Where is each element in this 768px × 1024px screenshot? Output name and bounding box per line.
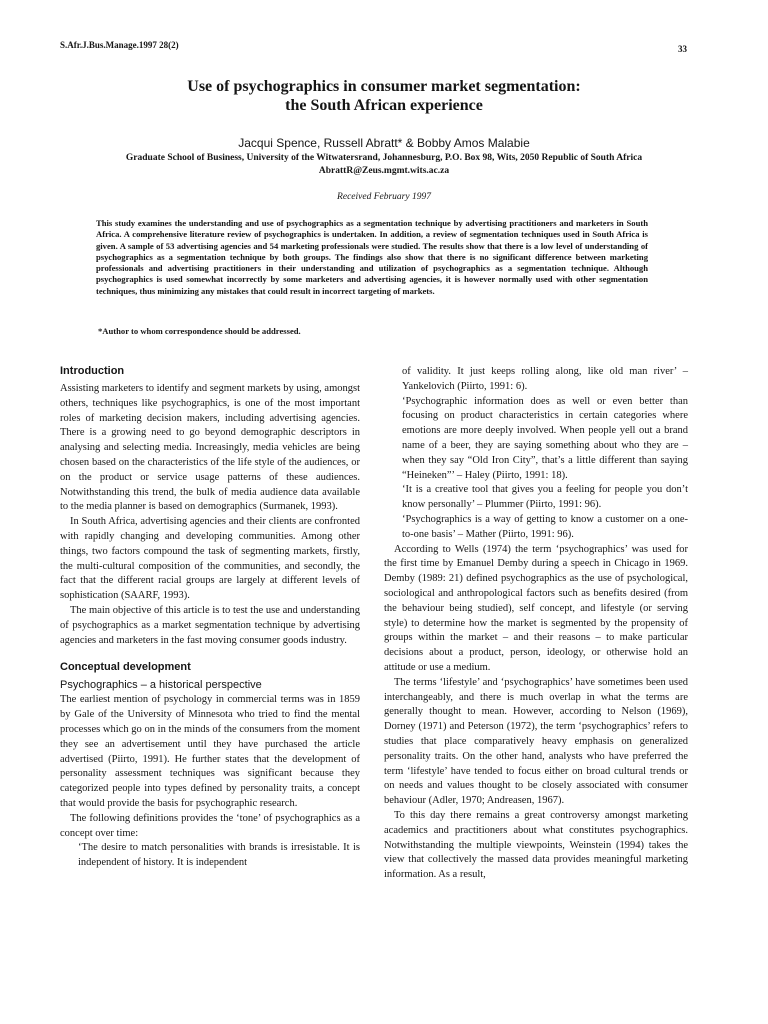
quotation: ‘The desire to match personalities with brands is irresistable. It is independent of history. It is independent (78, 842, 360, 869)
journal-citation: S.Afr.J.Bus.Manage.1997 28(2) (60, 40, 179, 50)
quotation: ‘Psychographic information does as well or even better than focusing on product characteristics in certain categories where emotions are more deeply involved. When people yell out a brand name of a beer, they are saying something about who they are – when they say “Old Iron City”, that’s a little different than saying “Heineken”’ – Haley (Piirto, 1991: 18). (402, 395, 688, 481)
paragraph: Assisting marketers to identify and segment markets by using, amongst others, techniques like psychographics, is one of the most important roles of marketing decision makers, including advertising agencies. There is a growing need to go beyond demographic descriptors in analysing and selecting media. Increasingly, media vehicles are being chosen based on the characteristics of the life style of the audiences, or on the product or service usage patterns of these audiences. Notwithstanding this trend, the bulk of media audience data available to the media planner is based on demographics (Surmanek, 1993). (60, 383, 360, 513)
affiliation-email: AbrattR@Zeus.mgmt.wits.ac.za (318, 166, 450, 176)
quotation: of validity. It just keeps rolling along, like old man river’ – Yankelovich (Piirto, 1991: 6). (402, 366, 688, 392)
received-date: Received February 1997 (337, 192, 431, 202)
title-line-2: the South African experience (285, 97, 483, 114)
paragraph: To this day there remains a great controversy amongst marketing academics and practitioners about what constitutes psychographics. Notwithstanding the multiple viewpoints, Weinstein (1994) takes the view that collectively the massed data provides meaningful marketing information. As a result, (384, 809, 688, 881)
quotation: ‘It is a creative tool that gives you a feeling for people you don’t know personally’ – Plummer (Piirto, 1991: 96). (402, 484, 688, 511)
paragraph: The main objective of this article is to test the use and understanding of psychographics as a market segmentation technique by advertising agencies and marketers in the fast moving consumer goods industry. (60, 604, 360, 646)
paragraph: According to Wells (1974) the term ‘psychographics’ was used for the first time by Emanuel Demby during a speech in Chicago in 1969. Demby (1989: 21) defined psychographics as the use of psychological, sociological and anthropological factors such as benefits desired (from the behaviour being studied), self concept, and lifestyle (or serving style) to determine how the market is segmented by the propensity of groups within the market – and their reasons – to make particular decisions about a product, person, ideology, or otherwise hold an attitude or use a medium. (384, 543, 688, 673)
correspondence-note: *Author to whom correspondence should be addressed. (98, 326, 301, 336)
section-heading-conceptual-development: Conceptual development (60, 661, 191, 674)
paragraph: The following definitions provides the ‘tone’ of psychographics as a concept over time: (60, 812, 360, 839)
affiliation (0, 152, 768, 178)
quotation: ‘Psychographics is a way of getting to know a customer on a one-to-one basis’ – Mather (Piirto, 1991: 96). (402, 513, 688, 540)
affiliation-address: Graduate School of Business, University of the Witwatersrand, Johannesburg, P.O. Box 98, Wits, 2050 Republic of South Africa (125, 153, 643, 163)
paragraph: The terms ‘lifestyle’ and ‘psychographics’ have sometimes been used interchangeably, and there is much overlap in what the terms are generally thought to mean. However, according to Nelson (1969), Dorney (1971) and Peterson (1972), the term ‘psychographics’ refers to studies that place comparatively heavy emphasis on generalized personality traits. On the other hand, analysts who have preferred the term ‘lifestyle’ have tended to focus either on broad cultural trends or on needs and values thought to be closely associated with consumer behaviour (Adler, 1970; Andreasen, 1967). (384, 676, 688, 807)
section-heading-introduction: Introduction (60, 365, 125, 377)
left-column (60, 364, 360, 871)
page-number: 33 (678, 44, 687, 54)
title-line-1: Use of psychographics in consumer market segmentation: (187, 78, 581, 95)
paragraph: The earliest mention of psychology in commercial terms was in 1859 by Gale of the University of Minnesota who tried to find the mental processes which go on in the minds of the consumers from the moment they see an advertisement until they have purchased the article advertised (Piirto, 1991). He further states that the development of personality assessment techniques was significant because they categorized people into types defined by personality traits, a concept that would provide the basis for psychographic research. (60, 694, 360, 809)
subsection-heading: Psychographics – a historical perspective (60, 679, 262, 692)
article-title (0, 77, 768, 115)
right-column (384, 365, 688, 883)
author-list: Jacqui Spence, Russell Abratt* & Bobby Amos Malabie (238, 136, 530, 150)
abstract: This study examines the understanding and use of psychographics as a segmentation technique by advertising practitioners and marketers in South Africa. A comprehensive literature review of psychographics is undertaken. In addition, a review of segmentation techniques used in South Africa is given. A sample of 53 advertising agencies and 54 marketing professionals were studied. The results show that there is a low level of understanding of psychographics as a segmentation technique by both groups. The findings also show that there is no significant difference between marketing professionals and advertising practitioners in their understanding and utilization of psychographics as a segmentation technique. Although psychographics is used somewhat incorrectly by some marketers and advertising agencies, it is however normally used with other segmentation techniques, thus minimizing any mistakes that could result in incorrect targeting of markets. (96, 218, 648, 296)
paragraph: In South Africa, advertising agencies and their clients are confronted with rapidly changing and developing communities. Among other things, two factors compound the task of segmenting markets, firstly, the multi-cultural composition of the communities, and secondly, the fact that the different racial groups are largely at different levels of sophistication (SAARF, 1993). (60, 516, 360, 602)
